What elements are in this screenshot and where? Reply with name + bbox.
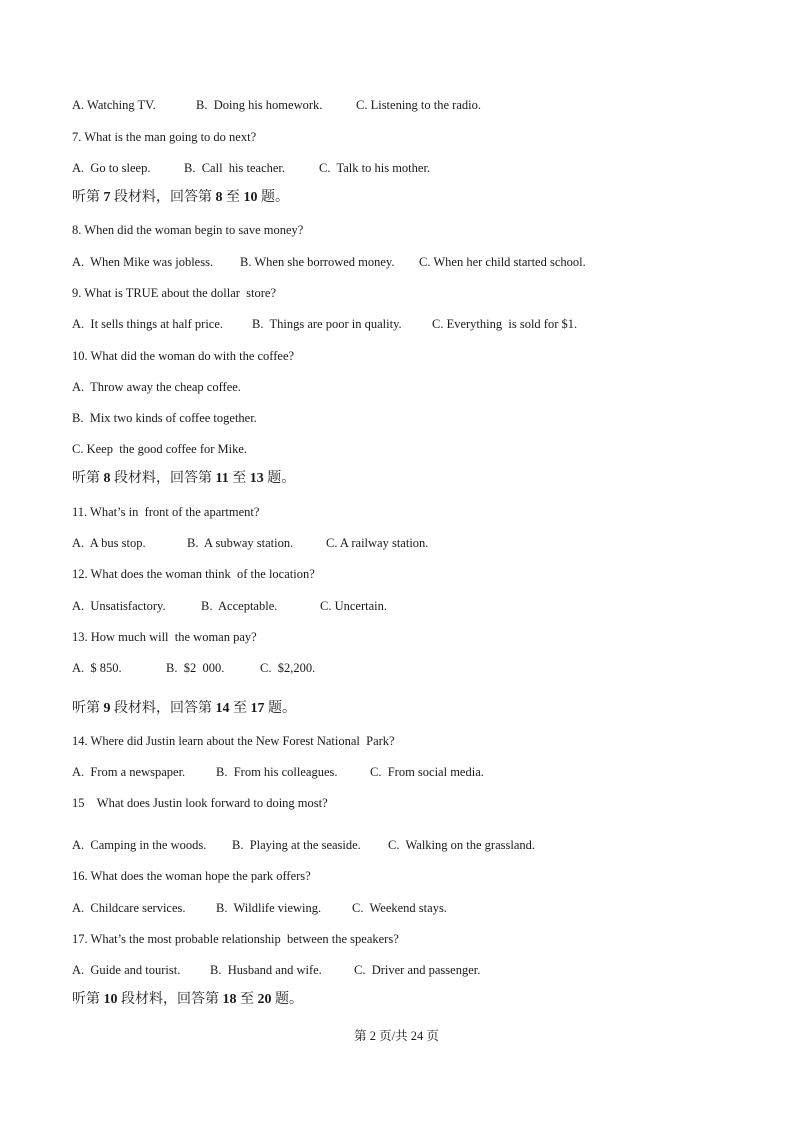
- answer-option: A. It sells things at half price.: [72, 317, 224, 331]
- heading-text: 听第: [72, 471, 104, 486]
- heading-number: 13: [249, 471, 264, 486]
- question-text: 15 What does Justin look forward to doing most?: [72, 796, 328, 810]
- answer-option: B. When she borrowed money.: [240, 255, 395, 269]
- question-text: B. Mix two kinds of coffee together.: [72, 411, 257, 425]
- heading-text: 段材料，回答第: [110, 190, 216, 205]
- answer-option: B. Call his teacher.: [184, 161, 286, 175]
- heading-number: 10: [243, 190, 258, 205]
- question-text: 11. What’s in front of the apartment?: [72, 505, 260, 519]
- answer-option: C. Listening to the radio.: [356, 98, 481, 112]
- answer-option: C. Uncertain.: [320, 599, 387, 613]
- heading-text: 至: [228, 471, 250, 486]
- heading-number: 8: [103, 471, 111, 486]
- section-heading: [72, 701, 296, 717]
- heading-number: 18: [222, 992, 237, 1007]
- answer-option: B. From his colleagues.: [216, 765, 338, 779]
- answer-option: C. $2,200.: [260, 661, 316, 675]
- answer-option: A. Unsatisfactory.: [72, 599, 166, 613]
- answer-option: A. Guide and tourist.: [72, 963, 181, 977]
- heading-text: 段材料，回答第: [117, 992, 223, 1007]
- answer-option: C. A railway station.: [326, 536, 429, 550]
- heading-text: 听第: [72, 701, 104, 716]
- heading-text: 段材料，回答第: [110, 471, 216, 486]
- question-text: 16. What does the woman hope the park offers?: [72, 869, 311, 883]
- answer-option: C. Everything is sold for $1.: [432, 317, 578, 331]
- heading-number: 9: [103, 701, 111, 716]
- heading-text: 至: [236, 992, 258, 1007]
- question-text: 14. Where did Justin learn about the New Forest National Park?: [72, 734, 395, 748]
- answer-option: A. Childcare services.: [72, 901, 186, 915]
- answer-option: C. From social media.: [370, 765, 484, 779]
- question-text: 7. What is the man going to do next?: [72, 130, 257, 144]
- section-heading: [72, 190, 289, 206]
- question-text: C. Keep the good coffee for Mike.: [72, 442, 248, 456]
- heading-text: 题。: [263, 471, 296, 486]
- answer-option: B. A subway station.: [187, 536, 294, 550]
- answer-option: A. A bus stop.: [72, 536, 146, 550]
- heading-number: 7: [103, 190, 111, 205]
- answer-option: B. $2 000.: [166, 661, 225, 675]
- answer-option: B. Playing at the seaside.: [232, 838, 361, 852]
- answer-option: B. Wildlife viewing.: [216, 901, 322, 915]
- question-text: 9. What is TRUE about the dollar store?: [72, 286, 277, 300]
- question-text: 13. How much will the woman pay?: [72, 630, 257, 644]
- heading-number: 10: [103, 992, 118, 1007]
- answer-option: C. Driver and passenger.: [354, 963, 481, 977]
- answer-option: A. Go to sleep.: [72, 161, 151, 175]
- heading-text: 至: [229, 701, 251, 716]
- answer-option: B. Things are poor in quality.: [252, 317, 402, 331]
- answer-option: C. Talk to his mother.: [319, 161, 431, 175]
- page-number-footer: 第 2 页/共 24 页: [354, 1029, 439, 1043]
- answer-option: B. Acceptable.: [201, 599, 278, 613]
- heading-text: 听第: [72, 992, 104, 1007]
- question-text: A. Throw away the cheap coffee.: [72, 380, 241, 394]
- answer-option: A. $ 850.: [72, 661, 122, 675]
- section-heading: [72, 992, 303, 1008]
- answer-option: C. Weekend stays.: [352, 901, 447, 915]
- answer-option: C. When her child started school.: [419, 255, 586, 269]
- answer-option: C. Walking on the grassland.: [388, 838, 536, 852]
- heading-text: 至: [222, 190, 244, 205]
- section-heading: [72, 471, 295, 487]
- answer-option: A. When Mike was jobless.: [72, 255, 214, 269]
- heading-text: 题。: [257, 190, 289, 205]
- answer-option: A. Watching TV.: [72, 98, 156, 112]
- answer-option: A. From a newspaper.: [72, 765, 186, 779]
- heading-number: 20: [257, 992, 272, 1007]
- question-text: 10. What did the woman do with the coffee?: [72, 349, 295, 363]
- heading-text: 题。: [271, 992, 303, 1007]
- heading-number: 8: [215, 190, 223, 205]
- answer-option: B. Husband and wife.: [210, 963, 322, 977]
- heading-number: 11: [215, 471, 229, 486]
- answer-option: B. Doing his homework.: [196, 98, 323, 112]
- heading-number: 14: [215, 701, 230, 716]
- answer-option: A. Camping in the woods.: [72, 838, 207, 852]
- question-text: 17. What’s the most probable relationship between the speakers?: [72, 932, 399, 946]
- heading-text: 题。: [264, 701, 296, 716]
- heading-text: 听第: [72, 190, 104, 205]
- heading-text: 段材料，回答第: [110, 701, 216, 716]
- question-text: 8. When did the woman begin to save money?: [72, 223, 304, 237]
- question-text: 12. What does the woman think of the location?: [72, 567, 315, 581]
- heading-number: 17: [250, 701, 265, 716]
